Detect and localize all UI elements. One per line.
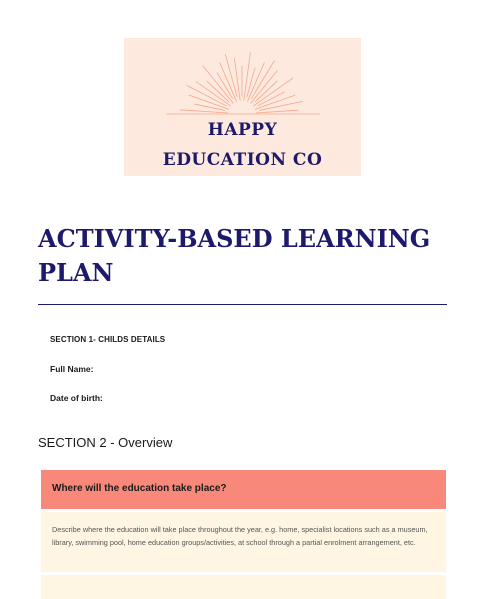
question-text: Where will the education take place? bbox=[52, 483, 227, 494]
description-text: Describe where the education will take place throughout the year, e.g. home, specialist locations such as a museum, library, swimming pool, home education groups/activities, at school through a partial enrolment arrangement, etc. bbox=[52, 525, 428, 547]
section1-heading: SECTION 1- CHILDS DETAILS bbox=[50, 335, 166, 344]
section2-heading: SECTION 2 - Overview bbox=[38, 435, 173, 450]
company-logo bbox=[124, 38, 361, 176]
question-bar bbox=[41, 470, 446, 509]
logo-text-line2: EDUCATION CO bbox=[162, 150, 323, 170]
page-title: ACTIVITY-BASED LEARNING PLAN bbox=[38, 224, 431, 287]
answer-field[interactable] bbox=[41, 575, 446, 599]
dob-label: Date of birth: bbox=[50, 393, 103, 403]
logo-text-line1: HAPPY bbox=[207, 120, 278, 140]
description-box bbox=[41, 512, 446, 572]
full-name-label: Full Name: bbox=[50, 364, 94, 374]
title-divider bbox=[38, 304, 447, 305]
